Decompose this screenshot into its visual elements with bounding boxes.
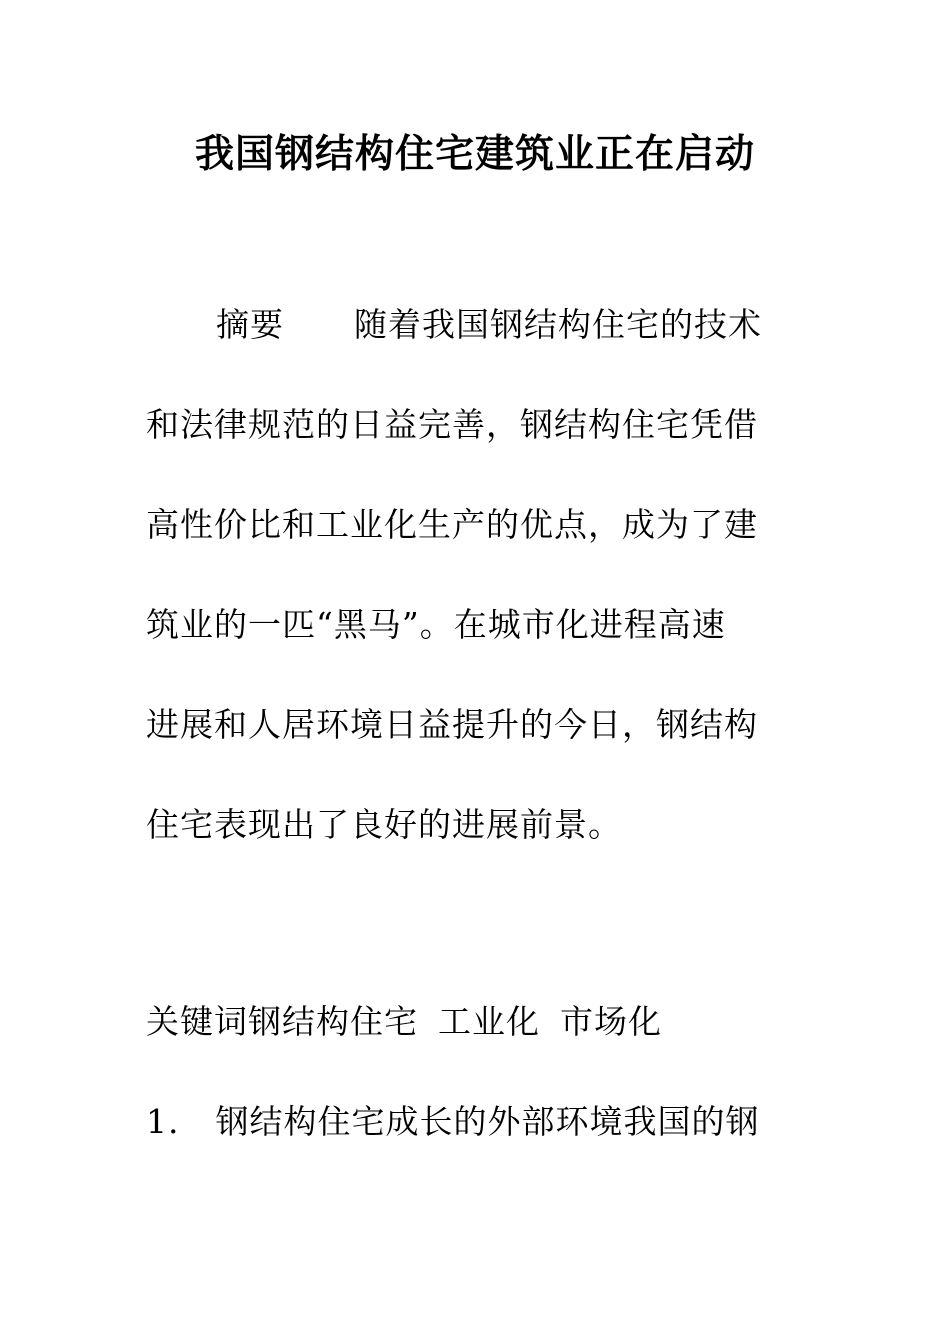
abstract-line-6: 住宅表现出了良好的进展前景。 (146, 805, 622, 844)
abstract-label: 摘要 (216, 305, 284, 344)
abstract-line-5: 进展和人居环境日益提升的今日，钢结构 (146, 705, 758, 744)
section-number: 1. (146, 1102, 180, 1141)
keywords-label: 关键词 (146, 1002, 248, 1041)
section-heading (146, 1100, 786, 1144)
abstract-line-2: 和法律规范的日益完善，钢结构住宅凭借 (146, 405, 758, 444)
abstract-text: 随着我国钢结构住宅的技术 (354, 305, 762, 344)
document-title: 我国钢结构住宅建筑业正在启动 (194, 131, 755, 177)
abstract-line-1 (146, 303, 786, 347)
abstract-line-4: 筑业的一匹“黑马”。在城市化进程高速 (146, 605, 726, 644)
keywords-line (146, 1000, 786, 1044)
keyword-2: 工业化 (438, 1002, 540, 1041)
abstract-line-3: 高性价比和工业化生产的优点，成为了建 (146, 505, 758, 544)
section-text: 钢结构住宅成长的外部环境我国的钢 (215, 1102, 760, 1141)
keyword-3: 市场化 (560, 1002, 662, 1041)
keyword-1: 钢结构住宅 (248, 1002, 418, 1041)
